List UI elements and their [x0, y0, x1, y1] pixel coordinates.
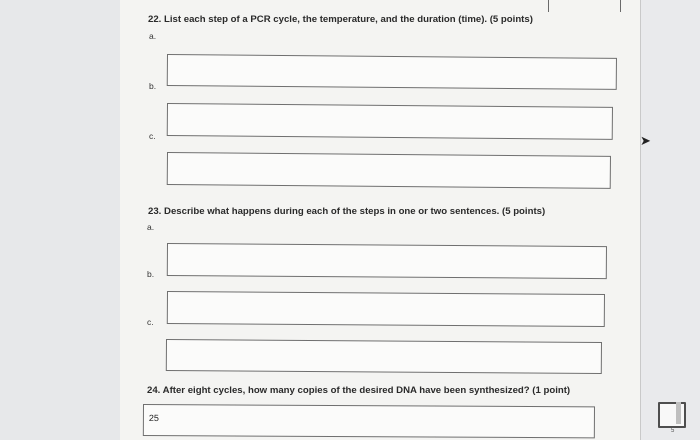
page-number: 5: [671, 428, 675, 434]
q23-answer-a-field[interactable]: [167, 243, 607, 279]
q22-answer-a-field[interactable]: [167, 54, 617, 90]
page-thumbnail-icon[interactable]: [658, 402, 686, 428]
question-23-prompt: 23. Describe what happens during each of the steps in one or two sentences. (5 points): [148, 206, 546, 217]
q23-item-b-label: b.: [147, 269, 155, 279]
right-margin-panel: [640, 0, 700, 440]
page-edge: [640, 0, 641, 440]
q23-item-a-label: a.: [147, 222, 155, 232]
q22-item-c-label: c.: [149, 131, 156, 141]
cursor-arrow-icon: ➤: [640, 133, 651, 148]
top-divider-mark: [548, 0, 549, 12]
q24-answer-field[interactable]: 25: [143, 404, 595, 438]
q22-item-a-label: a.: [149, 31, 157, 41]
q22-item-b-label: b.: [149, 81, 157, 91]
q22-answer-c-field[interactable]: [167, 152, 611, 189]
q23-answer-c-field[interactable]: [166, 339, 602, 374]
page-thumbnail-scrollbar[interactable]: [676, 402, 681, 424]
q22-answer-b-field[interactable]: [167, 103, 613, 140]
question-22-prompt: 22. List each step of a PCR cycle, the temperature, and the duration (time). (5 points): [148, 14, 533, 25]
q23-item-c-label: c.: [147, 317, 154, 327]
q23-answer-b-field[interactable]: [167, 291, 605, 327]
top-divider-mark: [620, 0, 621, 12]
question-24-prompt: 24. After eight cycles, how many copies of the desired DNA have been synthesized? (1 point): [147, 385, 571, 396]
